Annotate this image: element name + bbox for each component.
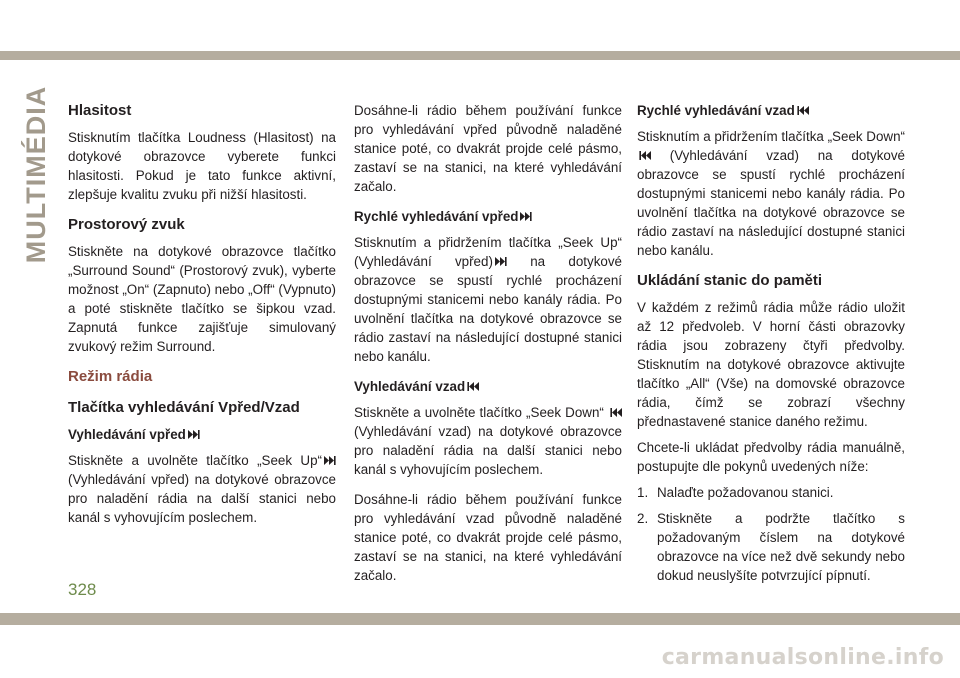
heading-fast-seek-up-text: Rychlé vyhledávání vpřed (354, 209, 519, 224)
paragraph-fast-seek-up (354, 233, 622, 366)
paragraph-surround: Stiskněte na dotykové obrazovce tlačítko „Surround Sound“ (Prostorový zvuk), vyberte možnost „On“ (Zapnuto) nebo „Off“ (Vypnuto) a poté stiskněte tlačítko se šipkou vzad. Zapnutá funkce zajišťuje simulovaný zvukový režim Surround. (68, 244, 336, 354)
paragraph-manual-presets: Chcete-li ukládat předvolby rádia manuálně, postupujte dle pokynů uvedených níže: (637, 440, 905, 474)
heading-seek-down (354, 377, 622, 396)
top-margin (0, 0, 960, 51)
paragraph-seek-up-a: Stiskněte a uvolněte tlačítko „Seek Up“ (68, 453, 322, 468)
seek-forward-icon (188, 430, 200, 439)
footer-band (0, 613, 960, 625)
heading-radio-mode: Režim rádia (68, 368, 153, 385)
paragraph-seek-down-a: Stiskněte a uvolněte tlačítko „Seek Down“ (354, 405, 604, 420)
paragraph-seek-up-b: (Vyhledávání vpřed) na dotykové obrazovce pro naladění rádia na další stanici nebo kanál s vyhovujícím poslechem. (68, 472, 336, 525)
paragraph-seek-down (354, 403, 622, 479)
paragraph-presets: V každém z režimů rádia může rádio uložit až 12 předvoleb. V horní části obrazovky rádia jsou zobrazeny čtyři předvolby. Stisknutím na dotykové obrazovce aktivujte tlačítko „All“ (Vše) na domovské obrazovce rádia, čímž se zobrazí všechny přednastavené stanice daného režimu. (637, 300, 905, 429)
watermark: carmanualsonline.info (661, 645, 944, 670)
header-band (0, 51, 960, 60)
section-side-label-text: MULTIMÉDIA (21, 85, 52, 263)
heading-loudness: Hlasitost (68, 102, 132, 119)
column-3 (637, 101, 905, 592)
paragraph-seek-down-wrap: Dosáhne-li rádio během používání funkce pro vyhledávání vzad původně naladěné stanice poté, co dvakrát projde celé pásmo, zastaví se na stanici, na které vyhledávání začalo. (354, 492, 622, 583)
seek-backward-icon (610, 408, 622, 417)
seek-forward-icon (495, 257, 507, 266)
heading-surround: Prostorový zvuk (68, 216, 185, 233)
heading-fast-seek-down (637, 101, 905, 120)
seek-backward-icon (797, 106, 809, 115)
heading-fast-seek-down-text: Rychlé vyhledávání vzad (637, 103, 795, 118)
paragraph-fast-seek-down-a: Stisknutím a přidržením tlačítka „Seek Down“ (637, 129, 905, 144)
paragraph-seek-up (68, 451, 336, 527)
section-side-label (14, 85, 60, 263)
paragraph-seek-down-b: (Vyhledávání vzad) na dotykové obrazovce pro naladění rádia na další stanici nebo kanál s vyhovujícím poslechem. (354, 424, 622, 477)
step-text: Stiskněte a podržte tlačítko s požadovaným číslem na dotykové obrazovce na více než dvě sekundy nebo dokud neuslyšíte potvrzující pípnutí. (657, 511, 905, 583)
preset-steps-list (637, 483, 905, 585)
paragraph-fast-seek-up-a: Stisknutím a přidržením tlačítka „Seek Up“ (Vyhledávání vpřed) (354, 235, 622, 269)
paragraph-fast-seek-down (637, 127, 905, 260)
column-2 (354, 101, 622, 592)
heading-seek-down-text: Vyhledávání vzad (354, 379, 466, 394)
paragraph-loudness: Stisknutím tlačítka Loudness (Hlasitost) na dotykové obrazovce vyberete funkci hlasitosti. Pokud je tato funkce aktivní, zlepšuje kvalitu zvuku při nižší hlasitosti. (68, 130, 336, 202)
seek-forward-icon (324, 456, 336, 465)
step-text: Nalaďte požadovanou stanici. (657, 485, 834, 500)
column-1 (68, 101, 336, 534)
seek-forward-icon (520, 212, 532, 221)
heading-seek-up (68, 425, 336, 444)
step-number: 1. (637, 485, 649, 500)
heading-seek-up-text: Vyhledávání vpřed (68, 427, 186, 442)
list-item (637, 509, 905, 585)
paragraph-fast-seek-down-b: (Vyhledávání vzad) na dotykové obrazovce se spustí rychlé procházení dostupnými stanicemi nebo kanály rádia. Po uvolnění tlačítka na dotykové obrazovce se rádio zastaví na následující dostupné stanici nebo kanálu. (637, 148, 905, 258)
paragraph-seek-up-wrap: Dosáhne-li rádio během používání funkce pro vyhledávání vpřed původně naladěné stanice poté, co dvakrát projde celé pásmo, zastaví se na stanici, na které vyhledávání začalo. (354, 103, 622, 194)
heading-seek-buttons: Tlačítka vyhledávání Vpřed/Vzad (68, 399, 300, 416)
step-number: 2. (637, 511, 649, 526)
paragraph-fast-seek-up-b: na dotykové obrazovce se spustí rychlé procházení dostupnými stanicemi nebo kanály rádia. Po uvolnění tlačítka na dotykové obrazovce se rádio zastaví na následující dostupné stanici nebo kanálu. (354, 254, 622, 364)
page-number: 328 (68, 580, 97, 599)
seek-backward-icon (639, 151, 651, 160)
list-item (637, 483, 905, 502)
heading-presets: Ukládání stanic do paměti (637, 272, 823, 289)
heading-fast-seek-up (354, 207, 622, 226)
seek-backward-icon (467, 382, 479, 391)
